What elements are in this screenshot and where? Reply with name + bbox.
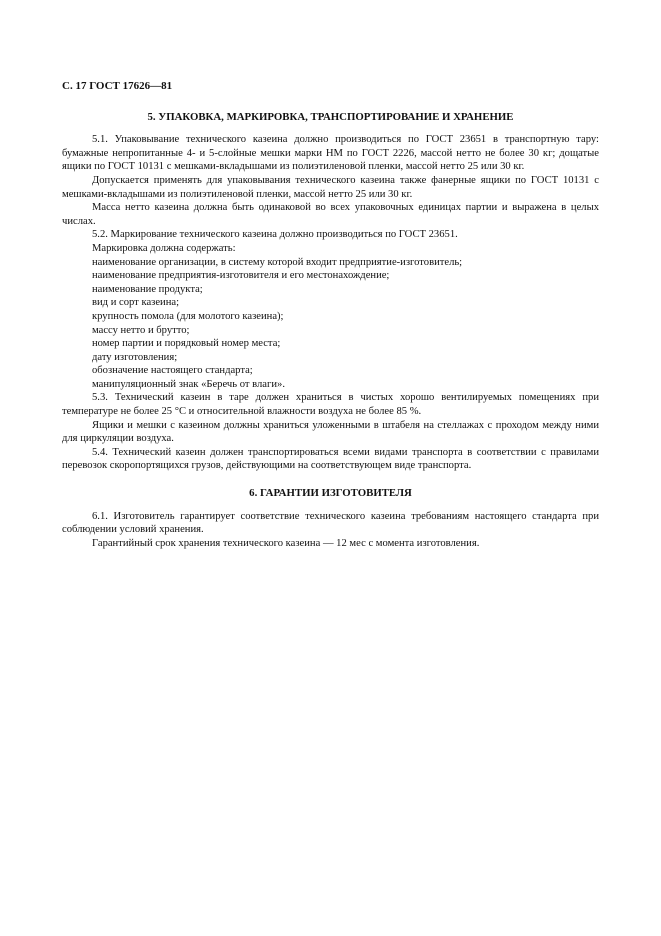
paragraph-5-1-mass: Масса нетто казеина должна быть одинаковой во всех упаковочных единицах партии и выражена в целых числах. — [62, 202, 599, 227]
list-item: массу нетто и брутто; — [92, 324, 190, 336]
list-item: крупность помола (для молотого казеина); — [92, 310, 284, 322]
paragraph-5-2-intro: Маркировка должна содержать: — [92, 242, 236, 254]
list-item: дату изготовления; — [92, 351, 178, 363]
list-item: номер партии и порядковый номер места; — [92, 338, 281, 350]
section-6-title: 6. ГАРАНТИИ ИЗГОТОВИТЕЛЯ — [249, 487, 412, 500]
list-item: обозначение настоящего стандарта; — [92, 365, 253, 377]
paragraph-5-1: 5.1. Упаковывание технического казеина должно производиться по ГОСТ 23651 в транспортную тару: бумажные непропитанные 4- и 5-слойные мешки марки НМ по ГОСТ 2226, массой нетто не более 30 кг; дощатые ящики по ГОСТ 10131 с мешками-вкладышами из полиэтиленовой пленки, массой нетто 25 или 30 кг. — [62, 134, 599, 173]
marking-list — [62, 256, 599, 392]
paragraph-5-4: 5.4. Технический казеин должен транспортироваться всеми видами транспорта в соответствии с правилами перевозок скоропортящихся грузов, действующими на соответствующем виде транспорта. — [62, 446, 599, 472]
paragraph-6-1: 6.1. Изготовитель гарантирует соответствие технического казеина требованиям настоящего стандарта при соблюдении условий хранения. — [62, 510, 599, 536]
section-5-title: 5. УПАКОВКА, МАРКИРОВКА, ТРАНСПОРТИРОВАНИЕ И ХРАНЕНИЕ — [147, 110, 514, 123]
document-page — [62, 80, 599, 550]
list-item: наименование организации, в систему которой входит предприятие-изготовитель; — [92, 256, 463, 268]
paragraph-5-2: 5.2. Маркирование технического казеина должно производиться по ГОСТ 23651. — [92, 229, 458, 241]
page-header: С. 17 ГОСТ 17626—81 — [62, 80, 173, 92]
list-item: наименование предприятия-изготовителя и его местонахождение; — [92, 270, 390, 282]
paragraph-6-1-warranty: Гарантийный срок хранения технического казеина — 12 мес с момента изготовления. — [92, 537, 480, 549]
paragraph-5-3-storage: Ящики и мешки с казеином должны храниться уложенными в штабеля на стеллажах с проходом между ними для циркуляции воздуха. — [62, 419, 599, 445]
list-item: вид и сорт казеина; — [92, 297, 180, 309]
paragraph-5-3: 5.3. Технический казеин в таре должен храниться в чистых хорошо вентилируемых помещениях при температуре не более 25 °С и относительной влажности воздуха не более 85 %. — [62, 392, 599, 418]
list-item: наименование продукта; — [92, 283, 203, 295]
list-item: манипуляционный знак «Беречь от влаги». — [92, 378, 285, 390]
paragraph-5-1-plywood: Допускается применять для упаковывания технического казеина также фанерные ящики по ГОСТ 10131 с мешками-вкладышами из полиэтиленовой пленки, массой нетто 25 или 30 кг. — [62, 174, 599, 200]
